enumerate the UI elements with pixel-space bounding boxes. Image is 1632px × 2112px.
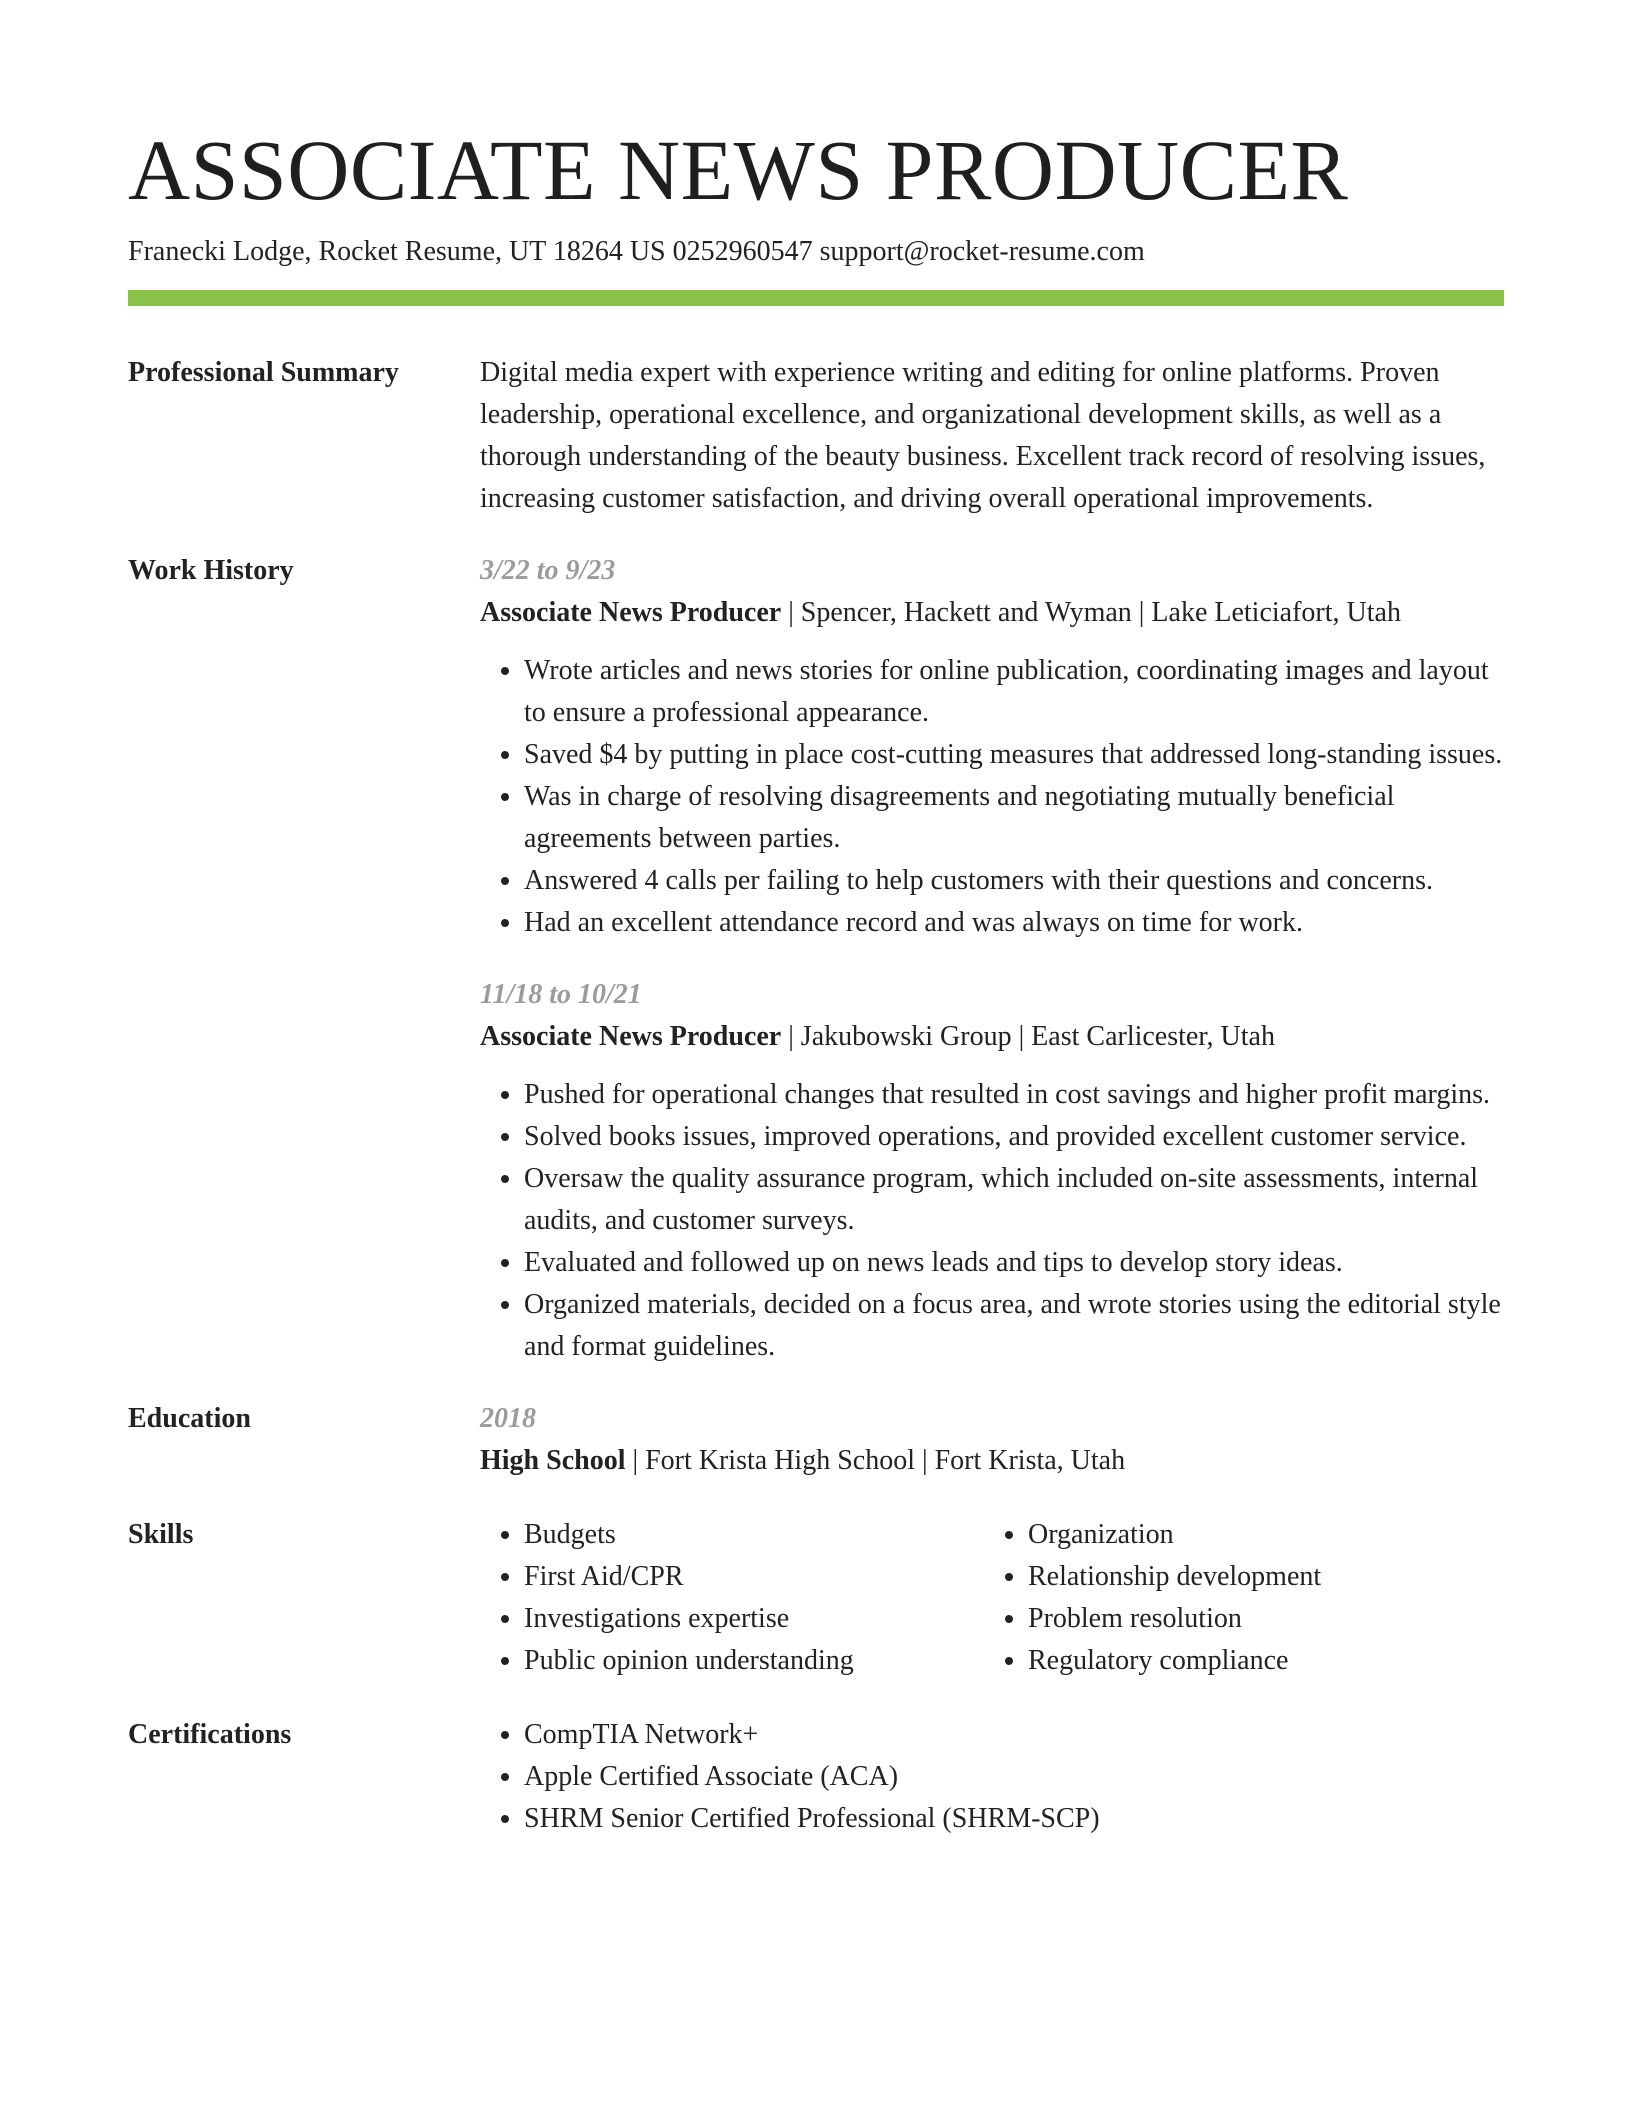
certification-item: • SHRM Senior Certified Professional (SHRM-SCP)	[524, 1798, 1504, 1840]
job-entry	[480, 550, 1504, 944]
skill-item: • First Aid/CPR	[524, 1556, 984, 1598]
summary-label: Professional Summary	[128, 357, 399, 388]
certifications-section	[128, 1714, 1504, 1840]
skills-section	[128, 1514, 1504, 1682]
job-bullets	[480, 1074, 1504, 1368]
contact-line: Franecki Lodge, Rocket Resume, UT 18264 US 0252960547 support@rocket-resume.com	[128, 236, 1145, 267]
job-bullets	[480, 650, 1504, 944]
education-heading	[480, 1440, 1504, 1482]
job-bullet: • Was in charge of resolving disagreements and negotiating mutually beneficial agreements between parties.	[524, 776, 1504, 860]
certification-item: • Apple Certified Associate (ACA)	[524, 1756, 1504, 1798]
job-bullet: • Pushed for operational changes that resulted in cost savings and higher profit margins.	[524, 1074, 1504, 1116]
skill-item: • Investigations expertise	[524, 1598, 984, 1640]
job-title: Associate News Producer	[480, 597, 782, 628]
skill-item: • Public opinion understanding	[524, 1640, 984, 1682]
certification-item: • CompTIA Network+	[524, 1714, 1504, 1756]
skills-label: Skills	[128, 1519, 194, 1550]
skills-list	[984, 1514, 1488, 1682]
job-bullet: • Had an excellent attendance record and was always on time for work.	[524, 902, 1504, 944]
certifications-label: Certifications	[128, 1719, 292, 1750]
work-history-label: Work History	[128, 555, 294, 586]
job-bullet: • Evaluated and followed up on news leads and tips to develop story ideas.	[524, 1242, 1504, 1284]
job-title: Associate News Producer	[480, 1021, 782, 1052]
job-bullet: • Solved books issues, improved operations, and provided excellent customer service.	[524, 1116, 1504, 1158]
education-section	[128, 1398, 1504, 1482]
job-bullet: • Wrote articles and news stories for online publication, coordinating images and layout to ensure a professional appearance.	[524, 650, 1504, 734]
education-body	[480, 1398, 1504, 1482]
job-bullet: • Oversaw the quality assurance program, which included on-site assessments, internal audits, and customer surveys.	[524, 1158, 1504, 1242]
certifications-list	[480, 1714, 1504, 1840]
work-history-section	[128, 550, 1504, 1368]
skill-item: • Problem resolution	[1028, 1598, 1488, 1640]
skills-column	[480, 1514, 984, 1682]
education-date: 2018	[480, 1403, 536, 1434]
skill-item: • Regulatory compliance	[1028, 1640, 1488, 1682]
job-dates: 11/18 to 10/21	[480, 979, 642, 1010]
job-heading	[480, 592, 1504, 634]
skill-item: • Organization	[1028, 1514, 1488, 1556]
skills-list	[480, 1514, 984, 1682]
skills-grid	[480, 1514, 1504, 1682]
job-bullet: • Saved $4 by putting in place cost-cutting measures that addressed long-standing issues.	[524, 734, 1504, 776]
summary-text: Digital media expert with experience writing and editing for online platforms. Proven leadership, operational excellence, and organizational development skills, as well as a thorough understanding of the beauty business. Excellent track record of resolving issues, increasing customer satisfaction, and driving overall operational improvements.	[480, 357, 1486, 514]
skills-column	[984, 1514, 1488, 1682]
job-heading	[480, 1016, 1504, 1058]
job-bullet: • Answered 4 calls per failing to help customers with their questions and concerns.	[524, 860, 1504, 902]
skill-item: • Budgets	[524, 1514, 984, 1556]
job-details: | Spencer, Hackett and Wyman | Lake Leticiafort, Utah	[781, 597, 1401, 628]
job-dates: 3/22 to 9/23	[480, 555, 616, 586]
skill-item: • Relationship development	[1028, 1556, 1488, 1598]
resume-page	[128, 120, 1504, 1840]
education-details: | Fort Krista High School | Fort Krista, Utah	[625, 1445, 1126, 1476]
work-history-body	[480, 550, 1504, 1368]
job-entry	[480, 974, 1504, 1368]
job-details: | Jakubowski Group | East Carlicester, Utah	[781, 1021, 1275, 1052]
accent-divider	[128, 290, 1504, 306]
education-label: Education	[128, 1403, 251, 1434]
education-degree: High School	[480, 1445, 626, 1476]
summary-section	[128, 352, 1504, 520]
job-bullet: • Organized materials, decided on a focus area, and wrote stories using the editorial style and format guidelines.	[524, 1284, 1504, 1368]
resume-title: ASSOCIATE NEWS PRODUCER	[128, 122, 1349, 218]
certifications-body	[480, 1714, 1504, 1840]
